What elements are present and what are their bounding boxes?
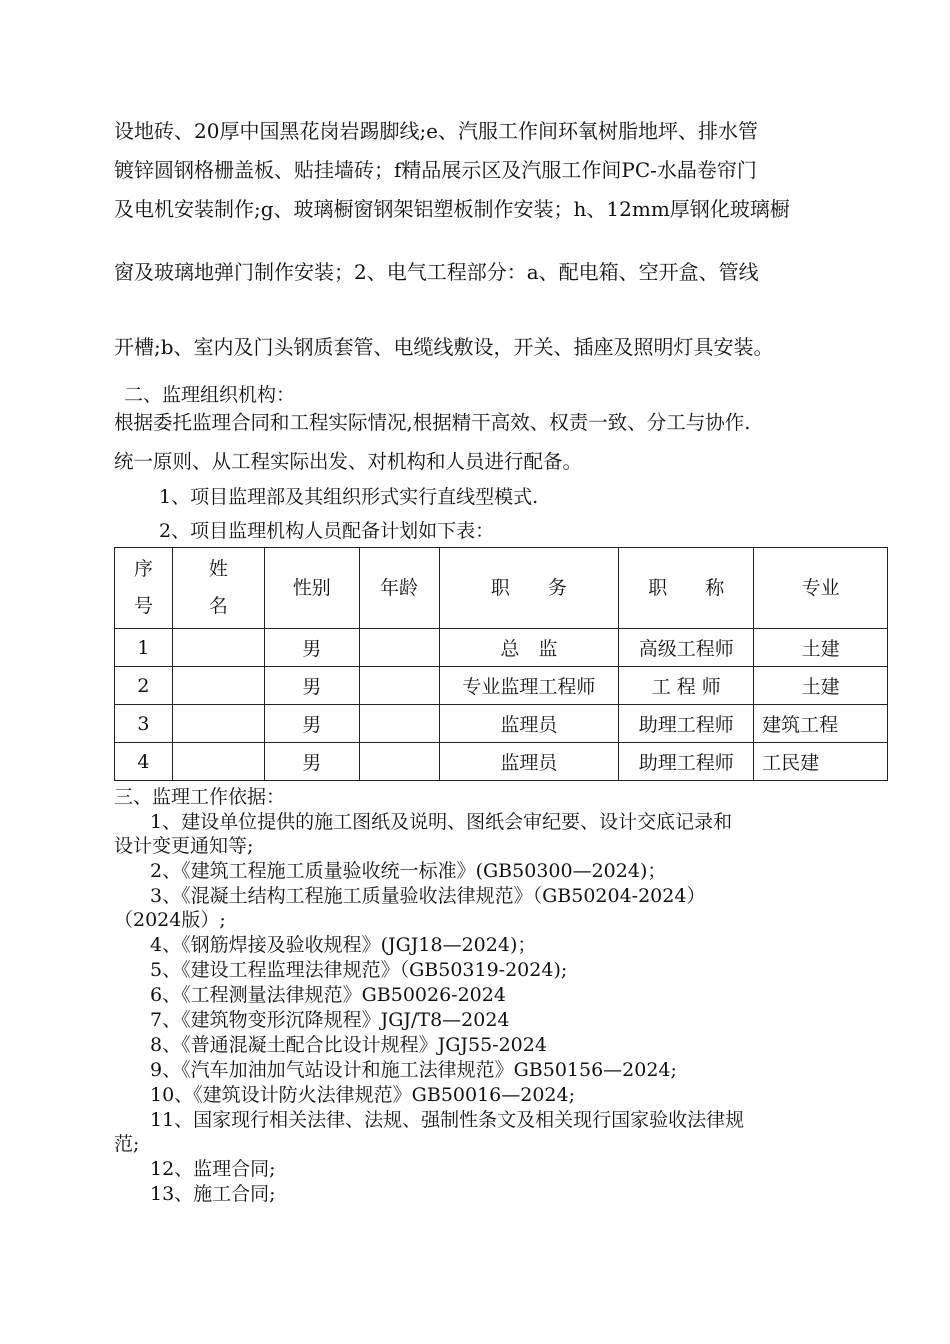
cell-title: 助理工程师 <box>619 705 754 743</box>
cell-name <box>172 705 264 743</box>
cell-gender: 男 <box>264 743 359 781</box>
header-position: 职 务 <box>439 548 619 629</box>
section-3-item-2: 2、《建筑工程施工质量验收统一标准》(GB50300—2024)； <box>150 860 667 882</box>
section-3-item-12: 12、监理合同; <box>150 1158 276 1180</box>
cell-major: 工民建 <box>754 743 888 781</box>
cell-seq: 4 <box>115 743 173 781</box>
section-3-item-8: 8、《普通混凝土配合比设计规程》JGJ55-2024 <box>150 1034 547 1056</box>
intro-line-2: 镀锌圆钢格栅盖板、贴挂墙砖；f精品展示区及汽服工作间PC-水晶卷帘门 <box>114 158 757 182</box>
header-seq: 序 号 <box>115 548 173 629</box>
section-3-item-1-cont: 设计变更通知等; <box>114 835 254 857</box>
header-title: 职 称 <box>619 548 754 629</box>
cell-major: 土建 <box>754 667 888 705</box>
cell-major: 建筑工程 <box>754 705 888 743</box>
section-3-item-3-cont: （2024版）; <box>114 909 226 931</box>
staff-table <box>114 547 888 781</box>
cell-name <box>172 667 264 705</box>
header-gender: 性别 <box>264 548 359 629</box>
section-3-item-10: 10、《建筑设计防火法律规范》GB50016—2024; <box>150 1084 576 1106</box>
cell-gender: 男 <box>264 705 359 743</box>
cell-title: 助理工程师 <box>619 743 754 781</box>
intro-line-3: 及电机安装制作;g、玻璃橱窗钢架铝塑板制作安装；h、12mm厚钢化玻璃橱 <box>114 197 790 221</box>
cell-age <box>359 743 439 781</box>
cell-gender: 男 <box>264 667 359 705</box>
section-3-item-11-cont: 范; <box>114 1133 140 1155</box>
table-header-row <box>115 548 888 629</box>
section-3-item-7: 7、《建筑物变形沉降规程》JGJ/T8—2024 <box>150 1009 510 1031</box>
cell-age <box>359 629 439 667</box>
section-3-item-5: 5、《建设工程监理法律规范》（GB50319-2024); <box>150 959 568 981</box>
cell-position: 专业监理工程师 <box>439 667 619 705</box>
cell-major: 土建 <box>754 629 888 667</box>
section-2-para-2: 统一原则、从工程实际出发、对机构和人员进行配备。 <box>114 450 583 473</box>
intro-line-4: 窗及玻璃地弹门制作安装；2、电气工程部分：a、配电箱、空开盒、管线 <box>114 260 759 284</box>
cell-position: 监理员 <box>439 743 619 781</box>
section-3-item-3: 3、《混凝土结构工程施工质量验收法律规范》（GB50204-2024） <box>150 885 706 907</box>
table-row <box>115 667 888 705</box>
header-name: 姓 名 <box>172 548 264 629</box>
header-age: 年龄 <box>359 548 439 629</box>
cell-seq: 2 <box>115 667 173 705</box>
section-2-para-1: 根据委托监理合同和工程实际情况,根据精干高效、权责一致、分工与协作. <box>114 411 751 434</box>
cell-name <box>172 629 264 667</box>
cell-position: 总 监 <box>439 629 619 667</box>
cell-seq: 3 <box>115 705 173 743</box>
intro-line-1: 设地砖、20厚中国黑花岗岩踢脚线;e、汽服工作间环氧树脂地坪、排水管 <box>114 119 759 143</box>
intro-line-5: 开槽;b、室内及门头钢质套管、电缆线敷设，开关、插座及照明灯具安装。 <box>114 335 774 359</box>
section-2-item-2: 2、项目监理机构人员配备计划如下表： <box>159 520 495 542</box>
cell-seq: 1 <box>115 629 173 667</box>
cell-position: 监理员 <box>439 705 619 743</box>
section-3-heading: 三、监理工作依据： <box>114 786 286 808</box>
cell-age <box>359 705 439 743</box>
section-3-item-11: 11、国家现行相关法律、法规、强制性条文及相关现行国家验收法律规 <box>150 1109 745 1131</box>
section-3-item-6: 6、《工程测量法律规范》GB50026-2024 <box>150 984 506 1006</box>
cell-name <box>172 743 264 781</box>
table-row <box>115 629 888 667</box>
section-3-item-13: 13、施工合同; <box>150 1183 276 1205</box>
table-row <box>115 743 888 781</box>
section-3-item-9: 9、《汽车加油加气站设计和施工法律规范》GB50156—2024; <box>150 1059 677 1081</box>
section-2-heading: 二、监理组织机构： <box>124 384 296 406</box>
cell-title: 高级工程师 <box>619 629 754 667</box>
cell-title: 工 程 师 <box>619 667 754 705</box>
table-row <box>115 705 888 743</box>
section-2-item-1: 1、项目监理部及其组织形式实行直线型模式. <box>159 486 539 508</box>
header-major: 专业 <box>754 548 888 629</box>
section-3-item-1: 1、建设单位提供的施工图纸及说明、图纸会审纪要、设计交底记录和 <box>150 811 733 833</box>
cell-gender: 男 <box>264 629 359 667</box>
section-3-item-4: 4、《钢筋焊接及验收规程》(JGJ18—2024)； <box>150 934 537 956</box>
cell-age <box>359 667 439 705</box>
